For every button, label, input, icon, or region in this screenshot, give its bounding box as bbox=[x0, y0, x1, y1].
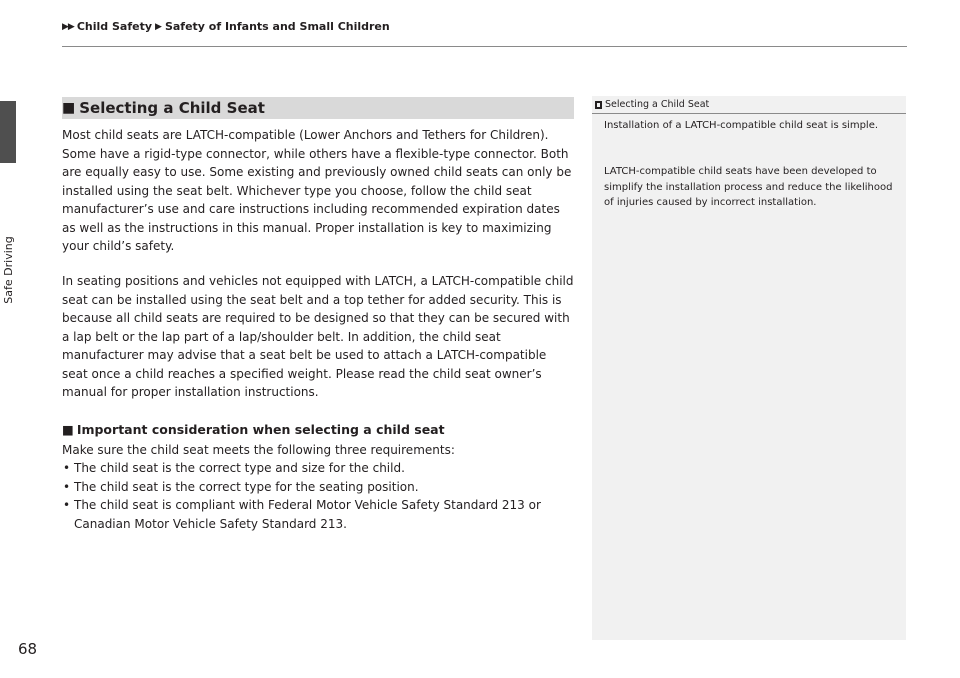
list-item-text: The child seat is the correct type for the seating position. bbox=[74, 479, 419, 494]
sidebar-note-paragraph-1: Installation of a LATCH-compatible child seat is simple. bbox=[604, 120, 879, 131]
requirements-list bbox=[62, 459, 574, 533]
list-item-text: The child seat is compliant with Federal Motor Vehicle Safety Standard 213 or Canadian Motor Vehicle Safety Standard 213. bbox=[74, 498, 541, 531]
list-item bbox=[62, 478, 574, 497]
body-paragraph-2: In seating positions and vehicles not equipped with LATCH, a LATCH-compatible child seat can be installed using the seat belt and a top tether for added security. This is because all child seats are required to be designed so that they can be secured with a lap belt or the lap part of a lap/shoulder belt. In addition, the child seat manufacturer may advise that a seat belt be used to attach a LATCH-compatible seat once a child reaches a specified weight. Please read the child seat owner’s manual for proper installation instructions. bbox=[62, 274, 574, 399]
bullet-dot-icon: • bbox=[63, 461, 71, 475]
reference-icon bbox=[595, 101, 602, 109]
double-arrow-icon: ▶▶ bbox=[62, 21, 74, 32]
header-divider bbox=[62, 46, 907, 47]
arrow-right-icon: ▶ bbox=[155, 21, 162, 32]
bullet-dot-icon: • bbox=[63, 479, 71, 494]
breadcrumb-item-safety-infants[interactable]: Safety of Infants and Small Children bbox=[164, 20, 390, 33]
square-bullet-icon: ■ bbox=[62, 422, 74, 437]
section-title: Selecting a Child Seat bbox=[79, 99, 265, 117]
square-bullet-icon: ■ bbox=[62, 100, 76, 116]
body-paragraph-1: Most child seats are LATCH-compatible (Lower Anchors and Tethers for Children). Some have a rigid-type connector, while others have a flexible-type connector. Both are equally easy to use. Some existing and previously owned child seats can only be installed using the seat belt. Whichever type you choose, follow the child seat manufacturer’s use and care instructions including recommended expiration dates as well as the instructions in this manual. Proper installation is key to maximizing your child’s safety. bbox=[62, 128, 572, 253]
requirements-intro: Make sure the child seat meets the following three requirements: bbox=[62, 443, 455, 457]
sidebar-note-title-text: Selecting a Child Seat bbox=[605, 99, 710, 110]
chapter-side-label-text: Safe Driving bbox=[2, 236, 15, 304]
list-item bbox=[62, 496, 574, 533]
list-item bbox=[62, 459, 574, 478]
subsection-heading bbox=[62, 422, 574, 437]
breadcrumb bbox=[62, 20, 390, 33]
breadcrumb-item-child-safety[interactable]: Child Safety bbox=[76, 20, 153, 33]
list-item-text: The child seat is the correct type and size for the child. bbox=[74, 461, 405, 475]
sidebar-note-paragraph-2: LATCH-compatible child seats have been developed to simplify the installation process and reduce the likelihood of injuries caused by incorrect installation. bbox=[604, 166, 893, 208]
subsection-title: Important consideration when selecting a child seat bbox=[76, 422, 445, 437]
chapter-tab-marker bbox=[0, 101, 16, 163]
page-number: 68 bbox=[18, 640, 38, 658]
section-heading-bar bbox=[62, 97, 574, 119]
sidebar-note-title[interactable] bbox=[592, 96, 906, 114]
bullet-dot-icon: • bbox=[63, 498, 71, 512]
sidebar-note-panel bbox=[592, 96, 906, 640]
